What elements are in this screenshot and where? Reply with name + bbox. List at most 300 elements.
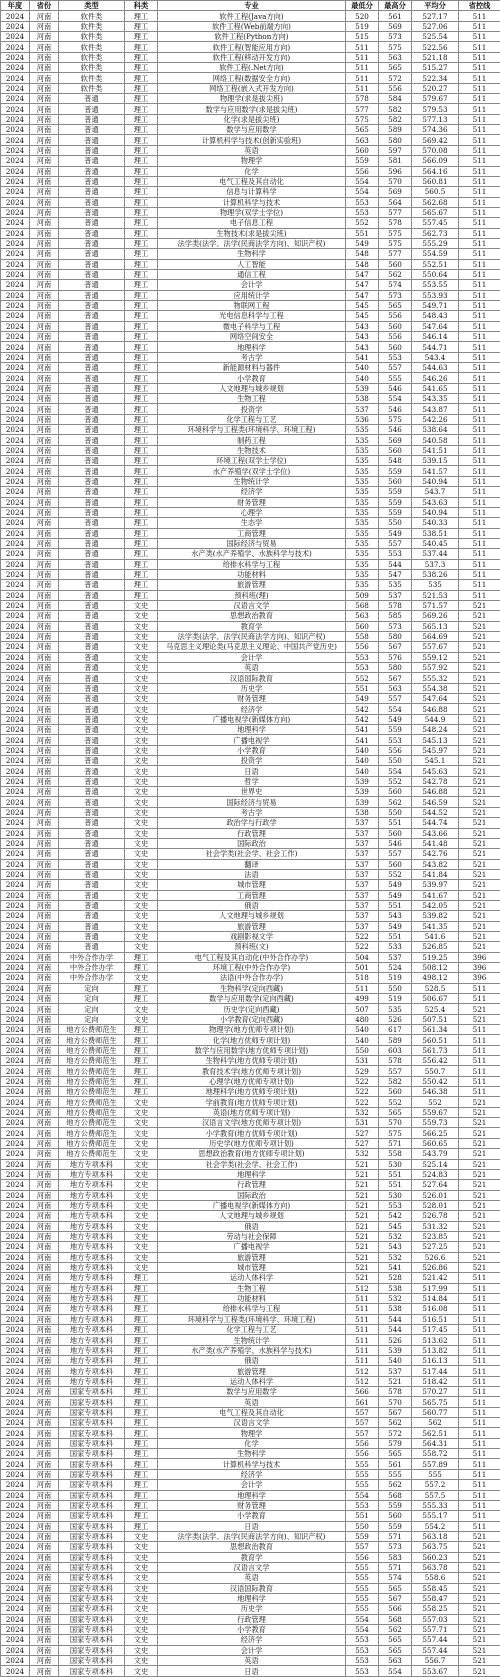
table-cell: 559 [379,497,412,507]
table-cell: 2024 [1,228,30,238]
table-cell: 2024 [1,952,30,962]
table-cell: 城市管理 [158,880,346,890]
table-cell: 河南 [30,549,59,559]
table-cell: 水产类(水产养殖学、水族科学与技术) [158,1345,346,1355]
table-cell: 2024 [1,487,30,497]
table-row [1,94,500,104]
table-cell: 文史 [125,1221,158,1231]
table-cell: 541 [346,352,379,362]
table-cell: 社会学类(社会学、社会工作) [158,849,346,859]
table-cell: 网络工程(嵌入式开发方向) [158,83,346,93]
table-cell: 电子信息工程 [158,218,346,228]
table-cell: 565 [379,63,412,73]
table-row [1,1045,500,1055]
table-cell: 568 [379,1490,412,1500]
table-cell: 580 [379,663,412,673]
table-cell: 河南 [30,973,59,983]
table-cell: 551 [346,228,379,238]
table-cell: 历史学 [158,1604,346,1614]
table-cell: 511 [459,332,500,342]
table-cell: 河南 [30,952,59,962]
table-cell: 文史 [125,1531,158,1541]
table-cell: 生物技术 [158,445,346,455]
table-row [1,228,500,238]
table-cell: 河南 [30,1397,59,1407]
table-cell: 河南 [30,807,59,817]
table-cell: 525.14 [412,1159,459,1169]
table-cell: 理工 [125,311,158,321]
table-cell: 532 [379,1231,412,1241]
table-cell: 511 [459,1304,500,1314]
table-row [1,1645,500,1655]
table-cell: 河南 [30,373,59,383]
table-cell: 557.71 [412,1624,459,1634]
table-cell: 538 [379,1304,412,1314]
table-cell: 2024 [1,1045,30,1055]
table-cell: 2024 [1,425,30,435]
table-cell: 城市管理 [158,1262,346,1272]
table-cell: 河南 [30,269,59,279]
table-cell: 中外合作办学 [59,973,125,983]
table-cell: 2024 [1,1376,30,1386]
table-cell: 555.17 [412,1511,459,1521]
table-cell: 553.67 [412,1666,459,1676]
table-cell: 思想政治教育 [158,611,346,621]
table-row [1,1521,500,1531]
table-cell: 547.64 [412,694,459,704]
table-cell: 普通 [59,549,125,559]
table-cell: 557.92 [412,663,459,673]
table-cell: 理工 [125,1325,158,1335]
table-cell: 2024 [1,1149,30,1159]
table-cell: 520.27 [412,83,459,93]
table-row [1,1366,500,1376]
table-cell: 政治学与行政学 [158,818,346,828]
table-row [1,321,500,331]
table-cell: 568 [346,600,379,610]
table-cell: 563 [379,52,412,62]
table-row [1,549,500,559]
table-cell: 548.43 [412,311,459,321]
table-cell: 2024 [1,445,30,455]
table-cell: 2024 [1,1459,30,1469]
table-cell: 571 [379,1562,412,1572]
table-cell: 541 [379,1262,412,1272]
table-cell: 河南 [30,476,59,486]
table-cell: 理工 [125,63,158,73]
table-row [1,1573,500,1583]
table-cell: 511 [459,1293,500,1303]
table-cell: 521 [459,621,500,631]
table-cell: 理工 [125,1304,158,1314]
table-cell: 2024 [1,559,30,569]
table-cell: 2024 [1,735,30,745]
table-cell: 河南 [30,745,59,755]
table-cell: 理工 [125,414,158,424]
table-cell: 河南 [30,1418,59,1428]
table-cell: 537 [379,590,412,600]
table-cell: 557 [379,849,412,859]
table-cell: 国家专项本科 [59,1542,125,1552]
table-cell: 普通 [59,114,125,124]
table-cell: 理工 [125,42,158,52]
table-cell: 539 [346,383,379,393]
table-cell: 521 [459,880,500,890]
table-row [1,466,500,476]
table-cell: 565.75 [412,1397,459,1407]
table-cell: 文史 [125,1180,158,1190]
table-cell: 普通 [59,497,125,507]
table-cell: 理工 [125,156,158,166]
table-cell: 汉语言文学(地方优师专项计划) [158,1118,346,1128]
table-cell: 567 [379,1407,412,1417]
table-cell: 553 [379,549,412,559]
table-cell: 2024 [1,1138,30,1148]
table-cell: 528 [379,1273,412,1283]
table-cell: 普通 [59,580,125,590]
table-cell: 理工 [125,1356,158,1366]
table-row [1,994,500,1004]
table-cell: 会计学 [158,652,346,662]
table-cell: 511 [459,414,500,424]
table-cell: 化学工程与工艺 [158,414,346,424]
table-cell: 521 [459,725,500,735]
table-cell: 定向 [59,1004,125,1014]
table-cell: 2024 [1,1604,30,1614]
table-cell: 2024 [1,869,30,879]
table-cell: 文史 [125,673,158,683]
table-cell: 社会学类(社会学、社会工作) [158,1159,346,1169]
table-cell: 551 [379,900,412,910]
table-cell: 河南 [30,911,59,921]
table-cell: 河南 [30,1004,59,1014]
table-cell: 理工 [125,228,158,238]
table-cell: 511 [459,1418,500,1428]
table-cell: 河南 [30,776,59,786]
table-cell: 546 [379,838,412,848]
table-cell: 562 [379,1624,412,1634]
table-cell: 河南 [30,1149,59,1159]
table-cell: 511 [459,1500,500,1510]
table-cell: 理工 [125,569,158,579]
table-cell: 521 [459,766,500,776]
table-cell: 理工 [125,538,158,548]
table-cell: 文史 [125,1252,158,1262]
table-cell: 文史 [125,973,158,983]
table-cell: 文史 [125,1138,158,1148]
table-cell: 普通 [59,642,125,652]
table-cell: 521 [459,787,500,797]
table-cell: 553 [346,663,379,673]
table-cell: 511 [459,104,500,114]
table-cell: 经济学 [158,1469,346,1479]
table-row [1,663,500,673]
table-cell: 521 [459,1159,500,1169]
table-cell: 小学教育 [158,1624,346,1634]
table-cell: 投资学 [158,404,346,414]
table-row [1,63,500,73]
table-cell: 河南 [30,487,59,497]
table-cell: 511 [459,187,500,197]
table-cell: 523.85 [412,1231,459,1241]
table-cell: 561 [379,1459,412,1469]
table-cell: 河南 [30,673,59,683]
table-cell: 地方公费师范生 [59,1035,125,1045]
table-cell: 国家专项本科 [59,1666,125,1676]
table-cell: 521 [346,1262,379,1272]
table-cell: 河南 [30,1325,59,1335]
table-cell: 2024 [1,363,30,373]
table-cell: 光电信息科学与工程 [158,311,346,321]
table-cell: 普通 [59,652,125,662]
table-cell: 553.55 [412,280,459,290]
table-cell: 511 [346,1293,379,1303]
table-cell: 511 [459,280,500,290]
table-cell: 普通 [59,766,125,776]
table-cell: 570.08 [412,145,459,155]
table-row [1,497,500,507]
table-cell: 普通 [59,859,125,869]
table-cell: 563 [379,683,412,693]
table-cell: 2024 [1,1107,30,1117]
table-cell: 理工 [125,1469,158,1479]
table-cell: 文史 [125,1242,158,1252]
table-cell: 理工 [125,507,158,517]
table-row [1,869,500,879]
table-cell: 国际经济与贸易 [158,538,346,548]
table-cell: 地理科学 [158,1593,346,1603]
table-cell: 565.67 [412,207,459,217]
table-cell: 文史 [125,1014,158,1024]
table-cell: 507 [346,1004,379,1014]
table-cell: 562.68 [412,197,459,207]
table-cell: 521 [459,1118,500,1128]
table-cell: 556 [379,83,412,93]
table-cell: 地方专项本科 [59,1335,125,1345]
table-cell: 生物科学 [158,249,346,259]
table-cell: 512 [346,1283,379,1293]
table-cell: 555 [346,1562,379,1572]
table-cell: 553 [346,1635,379,1645]
table-cell: 2024 [1,549,30,559]
table-cell: 2024 [1,156,30,166]
table-cell: 2024 [1,704,30,714]
table-cell: 化学 [158,1438,346,1448]
table-cell: 511 [459,42,500,52]
table-cell: 河南 [30,63,59,73]
table-cell: 河南 [30,1624,59,1634]
table-cell: 522 [346,1097,379,1107]
table-cell: 地理科学 [158,342,346,352]
table-cell: 普通 [59,756,125,766]
table-cell: 河南 [30,1025,59,1035]
table-cell: 547 [346,269,379,279]
table-cell: 汉语国际教育 [158,1583,346,1593]
table-cell: 2024 [1,900,30,910]
table-cell: 539.15 [412,456,459,466]
table-cell: 560 [379,859,412,869]
table-cell: 552 [346,218,379,228]
table-cell: 文史 [125,1562,158,1572]
table-cell: 578 [379,218,412,228]
table-cell: 普通 [59,828,125,838]
table-cell: 521 [459,1542,500,1552]
table-cell: 583 [379,1552,412,1562]
table-row [1,1118,500,1128]
table-cell: 511 [459,549,500,559]
table-cell: 556 [346,1438,379,1448]
table-cell: 550.42 [412,1076,459,1086]
table-cell: 546.88 [412,787,459,797]
table-cell: 文史 [125,838,158,848]
table-row [1,849,500,859]
table-cell: 2024 [1,1035,30,1045]
table-cell: 589 [379,1035,412,1045]
table-cell: 555 [346,1459,379,1469]
table-cell: 理工 [125,176,158,186]
table-cell: 535 [346,559,379,569]
table-cell: 广播电视学 [158,1242,346,1252]
table-cell: 577 [379,249,412,259]
table-cell: 565 [379,300,412,310]
table-cell: 2024 [1,1231,30,1241]
table-cell: 521 [459,1221,500,1231]
table-cell: 569 [379,435,412,445]
table-cell: 2024 [1,1397,30,1407]
table-cell: 564 [379,197,412,207]
table-row [1,1449,500,1459]
table-cell: 554 [379,1666,412,1676]
table-cell: 河南 [30,642,59,652]
table-cell: 521 [459,611,500,621]
table-row [1,404,500,414]
table-cell: 546 [379,425,412,435]
table-cell: 535 [379,580,412,590]
table-cell: 511 [459,518,500,528]
table-cell: 521 [459,1252,500,1262]
table-cell: 国家专项本科 [59,1449,125,1459]
table-cell: 河南 [30,280,59,290]
table-cell: 511 [459,425,500,435]
table-cell: 544.9 [412,714,459,724]
table-cell: 普通 [59,600,125,610]
table-cell: 561.34 [412,1025,459,1035]
table-cell: 514.84 [412,1293,459,1303]
table-cell: 575 [379,238,412,248]
table-cell: 537 [346,911,379,921]
table-row [1,1387,500,1397]
table-cell: 539 [379,1345,412,1355]
table-cell: 2024 [1,973,30,983]
table-cell: 河南 [30,1107,59,1117]
table-cell: 理工 [125,1283,158,1293]
table-row [1,21,500,31]
table-cell: 文史 [125,787,158,797]
table-cell: 河南 [30,1118,59,1128]
table-cell: 2024 [1,880,30,890]
table-cell: 558.6 [412,1573,459,1583]
table-row [1,931,500,941]
table-cell: 521 [459,818,500,828]
table-cell: 575 [379,228,412,238]
table-cell: 557.89 [412,1459,459,1469]
table-cell: 535 [346,528,379,538]
table-cell: 普通 [59,342,125,352]
table-cell: 566 [346,1387,379,1397]
table-cell: 573 [379,1542,412,1552]
table-cell: 535 [346,538,379,548]
table-row [1,1231,500,1241]
table-cell: 552 [346,673,379,683]
table-cell: 河南 [30,859,59,869]
table-cell: 521 [459,890,500,900]
table-cell: 519.25 [412,952,459,962]
table-cell: 546.38 [412,1087,459,1097]
table-cell: 2024 [1,1645,30,1655]
table-cell: 577 [346,104,379,114]
table-cell: 理工 [125,83,158,93]
table-cell: 578 [379,1387,412,1397]
table-cell: 2024 [1,600,30,610]
table-cell: 521 [459,735,500,745]
table-cell: 568 [379,1614,412,1624]
table-row [1,1604,500,1614]
table-cell: 给排水科学与工程 [158,1304,346,1314]
table-cell: 国家专项本科 [59,1645,125,1655]
table-cell: 526.78 [412,1211,459,1221]
table-cell: 579 [379,1438,412,1448]
table-cell: 河南 [30,725,59,735]
table-cell: 544.52 [412,807,459,817]
table-cell: 2024 [1,1511,30,1521]
table-cell: 行政管理 [158,1614,346,1624]
table-cell: 2024 [1,1283,30,1293]
table-cell: 河南 [30,1097,59,1107]
table-cell: 计算机科学与技术 [158,1459,346,1469]
table-cell: 574 [379,1573,412,1583]
table-cell: 555 [412,1469,459,1479]
table-cell: 2024 [1,1562,30,1572]
table-cell: 511 [459,1469,500,1479]
table-cell: 河南 [30,11,59,21]
table-cell: 511 [459,290,500,300]
table-row [1,290,500,300]
table-cell: 考古学 [158,352,346,362]
table-cell: 文史 [125,611,158,621]
table-cell: 2024 [1,466,30,476]
table-cell: 河南 [30,590,59,600]
table-cell: 理工 [125,962,158,972]
table-cell: 2024 [1,1242,30,1252]
table-row [1,1459,500,1469]
table-cell: 理工 [125,1366,158,1376]
table-cell: 2024 [1,1583,30,1593]
table-cell: 2024 [1,32,30,42]
table-cell: 河南 [30,187,59,197]
column-header: 专业 [158,1,346,11]
table-cell: 553 [379,735,412,745]
table-cell: 理工 [125,104,158,114]
table-cell: 535 [346,476,379,486]
table-cell: 544 [379,1314,412,1324]
table-cell: 河南 [30,290,59,300]
table-cell: 521 [346,1159,379,1169]
table-cell: 557 [346,1418,379,1428]
table-cell: 物理学(双学士学位) [158,207,346,217]
table-cell: 河南 [30,994,59,1004]
table-cell: 河南 [30,176,59,186]
table-cell: 国家专项本科 [59,1490,125,1500]
